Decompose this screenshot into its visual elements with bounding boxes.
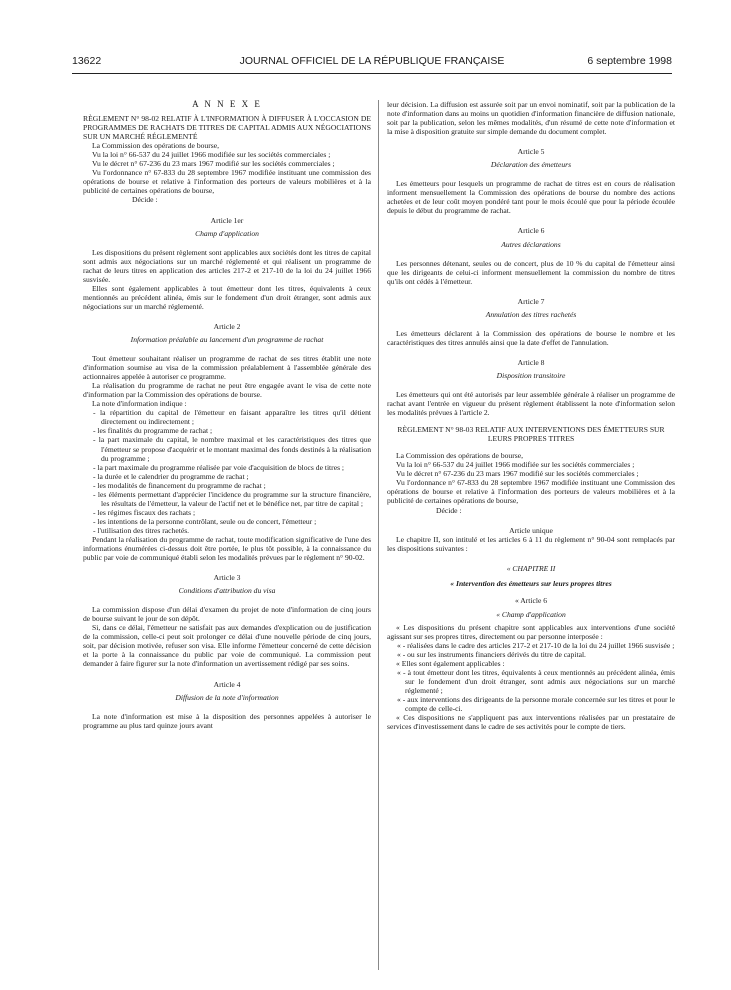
article-heading: Article 2 — [213, 321, 241, 331]
list-item: « - à tout émetteur dont les titres, équivalents à ceux mentionnés au précédent alinéa, émis sur le fondement d'un droit étranger, sont admis aux négociations sur un marché réglementé ; — [397, 668, 675, 696]
paragraph: Pendant la réalisation du programme de rachat, toute modification significative de l'une des informations énumérées ci-dessus doit être portée, le plus tôt possible, à la connaissance du public par voie de communiqué établi selon les modalités prévues par le règlement n° 90-02. — [83, 534, 371, 563]
list-item: - les intentions de la personne contrôlant, seule ou de concert, l'émetteur ; — [93, 516, 317, 526]
article-heading: Article 6 — [517, 226, 545, 236]
paragraph: Elles sont également applicables à tout émetteur dont les titres, équivalents à ceux mentionnés au précédent alinéa, émis sur le fondement d'un droit étranger, sont admis aux négociations sur un marché réglementé. — [83, 283, 371, 311]
issue-date: 6 septembre 1998 — [587, 55, 672, 67]
paragraph: Les émetteurs pour lesquels un programme de rachat de titres est en cours de réalisation informent mensuellement la Commission des opérations de bourse du nombre des actions achetées et de leur coût moyen pondéré tant pour le mois écoulé que pour la période écoulée depuis le début du programme de rachat. — [387, 179, 675, 216]
chapter-title: « Intervention des émetteurs sur leurs propres titres — [450, 578, 612, 588]
paragraph: Les émetteurs qui ont été autorisés par leur assemblée générale à réaliser un programme de rachat avant l'entrée en vigueur du présent règlement établissent la note d'information selon les modalités prévues à l'article 2. — [387, 389, 675, 418]
list-item: - les éléments permettant d'apprécier l'incidence du programme sur la structure financière, les résultats de l'émetteur, la valeur de l'actif net et le bénéfice net, par titre de capital ; — [93, 489, 371, 508]
article-subtitle: Information préalable au lancement d'un programme de rachat — [130, 334, 324, 344]
article-subtitle: Disposition transitoire — [496, 370, 566, 380]
paragraph: Les dispositions du présent règlement sont applicables aux sociétés dont les titres de capital sont admis aux négociations sur un marché réglementé et qui réalisent un programme de rachat de leurs titres en application des articles 217-2 et 217-10 de la loi du 24 juillet 1966 susvisée. — [83, 247, 371, 284]
paragraph: La commission dispose d'un délai d'examen du projet de note d'information de cinq jours de bourse suivant le jour de son dépôt. — [83, 605, 371, 624]
list-item: « - ou sur les instruments financiers dérivés du titre de capital. — [397, 650, 586, 660]
paragraph: « Les dispositions du présent chapitre sont applicables aux interventions d'une société agissant sur ses propres titres, directement ou par personne interposée : — [387, 622, 675, 641]
article-heading: Article 4 — [213, 679, 241, 689]
preamble-line: Vu l'ordonnance n° 67-833 du 28 septembre 1967 modifiée instituant une Commission des opérations de bourse et relative à l'information des porteurs de valeurs mobilières et à la publicité de certaines opérations de bourse, — [387, 478, 675, 506]
article-heading: Article 1er — [210, 215, 244, 225]
article-heading: Article 5 — [517, 147, 545, 157]
preamble-line: Vu le décret n° 67-236 du 23 mars 1967 modifié sur les sociétés commerciales ; — [92, 159, 335, 169]
article-heading: Article 8 — [517, 357, 545, 367]
preamble-line: Vu l'ordonnance n° 67-833 du 28 septembre 1967 modifiée instituant une commission des opérations de bourse et relative à l'information des porteurs de valeurs mobilières et à la publicité de certaines opérations de bourse, — [83, 168, 371, 196]
paragraph: « Elles sont également applicables : — [396, 659, 505, 669]
article-subtitle: Autres déclarations — [501, 239, 561, 249]
paragraph: La note d'information indique : — [92, 399, 187, 409]
regulation-title: RÈGLEMENT N° 98-03 RELATIF AUX INTERVENTIONS DES ÉMETTEURS SUR LEURS PROPRES TITRES — [397, 425, 665, 444]
list-item: « - aux interventions des dirigeants de la personne morale concernée sur les titres et pour le compte de celle-ci. — [397, 695, 675, 714]
article-subtitle: Champ d'application — [195, 228, 259, 238]
article-heading: Article 3 — [213, 573, 241, 583]
list-item: - la durée et le calendrier du programme de rachat ; — [93, 471, 249, 481]
preamble-line: La Commission des opérations de bourse, — [92, 141, 219, 151]
preamble-line: La Commission des opérations de bourse, — [396, 451, 523, 461]
paragraph: Les émetteurs déclarent à la Commission des opérations de bourse le nombre et les caractéristiques des titres annulés ainsi que la date d'effet de l'annulation. — [387, 328, 675, 347]
list-item: - les finalités du programme de rachat ; — [93, 426, 213, 436]
preamble-line: Vu la loi n° 66-537 du 24 juillet 1966 modifiée sur les sociétés commerciales ; — [396, 460, 635, 470]
column-divider — [378, 100, 379, 970]
left-column — [83, 100, 371, 730]
list-item: - la répartition du capital de l'émetteur en faisant apparaître les titres qu'il détient directement ou indirectement ; — [93, 408, 371, 427]
decide-line: Décide : — [436, 505, 462, 515]
list-item: - les régimes fiscaux des rachats ; — [93, 507, 196, 517]
page-header — [72, 55, 672, 71]
paragraph: La note d'information est mise à la disposition des personnes appelées à autoriser le programme au plus tard quinze jours avant — [83, 711, 371, 730]
paragraph: Si, dans ce délai, l'émetteur ne satisfait pas aux demandes d'explication ou de justification de la commission, celle-ci peut soit prolonger ce délai d'une nouvelle période de cinq jours, soit, par décision motivée, refuser son visa. Elle informe l'émetteur concerné de cette décision et la porte à la connaissance du public par voie de communiqué. La commission peut demander à faire figurer sur la note d'information un avertissement rédigé par ses soins. — [83, 623, 371, 669]
article-heading: Article unique — [509, 525, 553, 535]
list-item: - la part maximale du capital, le nombre maximal et les caractéristiques des titres que l'émetteur se propose d'acquérir et le montant maximal des fonds destinés à la réalisation du programme ; — [93, 435, 371, 463]
preamble-line: Vu la loi n° 66-537 du 24 juillet 1966 modifiée sur les sociétés commerciales ; — [92, 150, 331, 160]
preamble-line: Vu le décret n° 67-236 du 23 mars 1967 modifié sur les sociétés commerciales ; — [396, 469, 639, 479]
paragraph: La réalisation du programme de rachat ne peut être engagée avant le visa de cette note d'information par la Commission des opérations de bourse. — [83, 381, 371, 400]
paragraph: Les personnes détenant, seules ou de concert, plus de 10 % du capital de l'émetteur ainsi que les dirigeants de celui-ci informent mensuellement la commission du nombre de titres qu'ils ont cédés à l'émetteur. — [387, 258, 675, 286]
paragraph: leur décision. La diffusion est assurée soit par un envoi nominatif, soit par la publication de la note d'information dans au moins un quotidien d'information financière de diffusion nationale, soit par la publication, selon les mêmes modalités, d'un résumé de cette note d'information et la mise à disposition gratuite sur simple demande du document complet. — [387, 100, 675, 137]
decide-line: Décide : — [132, 195, 158, 205]
paragraph: « Ces dispositions ne s'appliquent pas aux interventions réalisées par un prestataire de services d'investissement dans le cadre de ses activités pour le compte de tiers. — [387, 713, 675, 732]
article-subtitle: Conditions d'attribution du visa — [178, 586, 276, 596]
regulation-title: RÈGLEMENT N° 98-02 RELATIF À L'INFORMATION À DIFFUSER À L'OCCASION DE PROGRAMMES DE RACHATS DE TITRES DE CAPITAL ADMIS AUX NÉGOCIATIONS SUR UN MARCHÉ RÉGLEMENTÉ — [83, 114, 371, 142]
article-heading: Article 7 — [517, 296, 545, 306]
list-item: - les modalités de financement du programme de rachat ; — [93, 480, 266, 490]
article-subtitle: Diffusion de la note d'information — [175, 692, 279, 702]
journal-title: JOURNAL OFFICIEL DE LA RÉPUBLIQUE FRANÇAISE — [239, 55, 505, 67]
header-rule — [72, 73, 672, 74]
annexe-heading: A N N E X E — [192, 99, 262, 109]
article-subtitle: Déclaration des émetteurs — [490, 160, 572, 170]
article-heading: « Article 6 — [514, 595, 548, 605]
right-column — [387, 100, 675, 731]
list-item: - l'utilisation des titres rachetés. — [93, 525, 190, 535]
list-item: - la part maximale du programme réalisée par voie d'acquisition de blocs de titres ; — [93, 462, 345, 472]
chapter-heading: « CHAPITRE II — [506, 563, 556, 573]
paragraph: Tout émetteur souhaitant réaliser un programme de rachat de ses titres établit une note d'information soumise au visa de la commission préalablement à l'assemblée générale des actionnaires appelée à autoriser ce programme. — [83, 354, 371, 382]
article-subtitle: Annulation des titres rachetés — [485, 309, 577, 319]
list-item: « - réalisées dans le cadre des articles 217-2 et 217-10 de la loi du 24 juillet 1966 susvisée ; — [397, 640, 675, 650]
paragraph: Le chapitre II, son intitulé et les articles 6 à 11 du règlement n° 90-04 sont remplacés par les dispositions suivantes : — [387, 534, 675, 553]
page-number: 13622 — [72, 55, 102, 67]
article-subtitle: « Champ d'application — [496, 609, 566, 619]
